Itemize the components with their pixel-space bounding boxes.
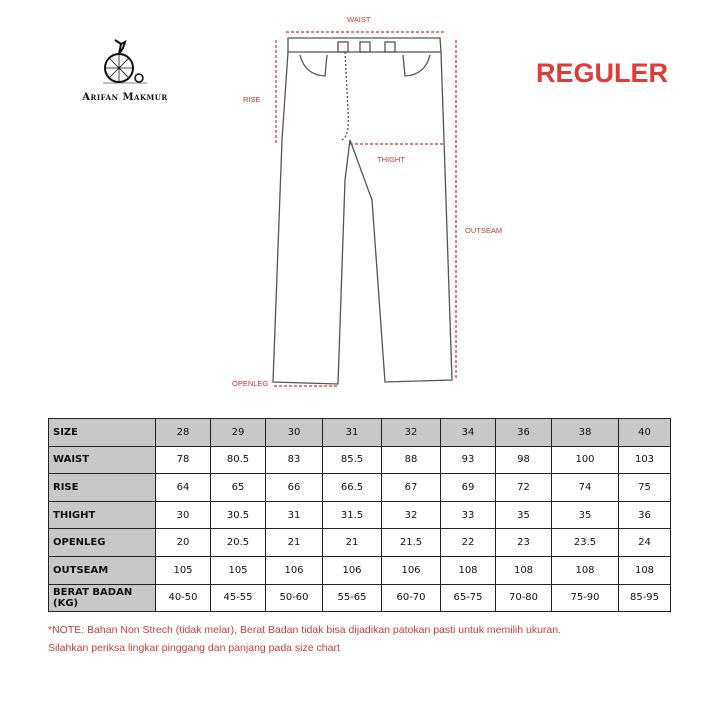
- thight-label: THIGHT: [377, 155, 405, 164]
- outseam-label: OUTSEAM: [465, 226, 503, 235]
- table-cell: 85.5: [323, 446, 382, 474]
- row-header: THIGHT: [49, 501, 156, 529]
- table-cell: 32: [382, 419, 441, 447]
- table-cell: 32: [382, 501, 441, 529]
- table-cell: 65-75: [441, 584, 496, 612]
- table-cell: 40-50: [156, 584, 211, 612]
- table-cell: 23: [496, 529, 552, 557]
- rise-label: RISE: [243, 95, 261, 104]
- table-cell: 67: [382, 474, 441, 502]
- table-cell: 21: [266, 529, 323, 557]
- table-row: [49, 584, 671, 612]
- note-line-1: *NOTE: Bahan Non Strech (tidak melar), Berat Badan tidak bisa dijadikan patokan pasti untuk memilih ukuran.: [48, 624, 562, 636]
- row-header: RISE: [49, 474, 156, 502]
- table-cell: 30.5: [211, 501, 266, 529]
- table-cell: 72: [496, 474, 552, 502]
- table-cell: 30: [156, 501, 211, 529]
- table-cell: 21: [323, 529, 382, 557]
- table-cell: 105: [156, 556, 211, 584]
- row-header: OPENLEG: [49, 529, 156, 557]
- table-cell: 98: [496, 446, 552, 474]
- row-header: WAIST: [49, 446, 156, 474]
- table-cell: 75: [619, 474, 671, 502]
- table-cell: 23.5: [552, 529, 619, 557]
- table-cell: 24: [619, 529, 671, 557]
- table-cell: 100: [552, 446, 619, 474]
- note-line-2: Silahkan periksa lingkar pinggang dan panjang pada size chart: [48, 642, 340, 654]
- row-header: OUTSEAM: [49, 556, 156, 584]
- size-note: [48, 621, 561, 657]
- table-cell: 34: [441, 419, 496, 447]
- table-cell: 66.5: [323, 474, 382, 502]
- table-cell: 66: [266, 474, 323, 502]
- table-cell: 38: [552, 419, 619, 447]
- table-cell: 50-60: [266, 584, 323, 612]
- table-cell: 36: [496, 419, 552, 447]
- table-cell: 85-95: [619, 584, 671, 612]
- table-cell: 29: [211, 419, 266, 447]
- table-cell: 60-70: [382, 584, 441, 612]
- table-cell: 106: [323, 556, 382, 584]
- table-cell: 22: [441, 529, 496, 557]
- table-cell: 69: [441, 474, 496, 502]
- table-cell: 31.5: [323, 501, 382, 529]
- table-cell: 40: [619, 419, 671, 447]
- table-cell: 31: [266, 501, 323, 529]
- openleg-label: OPENLEG: [232, 379, 269, 388]
- table-cell: 106: [266, 556, 323, 584]
- table-row: [49, 501, 671, 529]
- table-cell: 93: [441, 446, 496, 474]
- table-cell: 80.5: [211, 446, 266, 474]
- table-cell: 64: [156, 474, 211, 502]
- fit-style-title: REGULER: [536, 58, 669, 88]
- brand-name: Arifan Makmur: [82, 92, 168, 103]
- table-cell: 30: [266, 419, 323, 447]
- table-cell: 31: [323, 419, 382, 447]
- table-cell: 78: [156, 446, 211, 474]
- table-cell: 108: [441, 556, 496, 584]
- row-header: SIZE: [49, 419, 156, 447]
- table-cell: 83: [266, 446, 323, 474]
- table-cell: 108: [619, 556, 671, 584]
- table-cell: 20: [156, 529, 211, 557]
- table-cell: 35: [552, 501, 619, 529]
- table-cell: 108: [496, 556, 552, 584]
- table-cell: 33: [441, 501, 496, 529]
- table-cell: 65: [211, 474, 266, 502]
- table-cell: 20.5: [211, 529, 266, 557]
- table-cell: 35: [496, 501, 552, 529]
- table-cell: 74: [552, 474, 619, 502]
- table-row: [49, 474, 671, 502]
- table-row: [49, 446, 671, 474]
- table-cell: 36: [619, 501, 671, 529]
- size-chart-table: [48, 418, 671, 612]
- table-cell: 88: [382, 446, 441, 474]
- waist-label: WAIST: [347, 15, 371, 24]
- table-cell: 70-80: [496, 584, 552, 612]
- table-cell: 103: [619, 446, 671, 474]
- table-cell: 105: [211, 556, 266, 584]
- row-header: BERAT BADAN (KG): [49, 584, 156, 612]
- table-cell: 75-90: [552, 584, 619, 612]
- table-row: [49, 419, 671, 447]
- table-cell: 106: [382, 556, 441, 584]
- table-cell: 28: [156, 419, 211, 447]
- table-cell: 21.5: [382, 529, 441, 557]
- table-row: [49, 556, 671, 584]
- table-cell: 55-65: [323, 584, 382, 612]
- table-row: [49, 529, 671, 557]
- table-cell: 45-55: [211, 584, 266, 612]
- table-cell: 108: [552, 556, 619, 584]
